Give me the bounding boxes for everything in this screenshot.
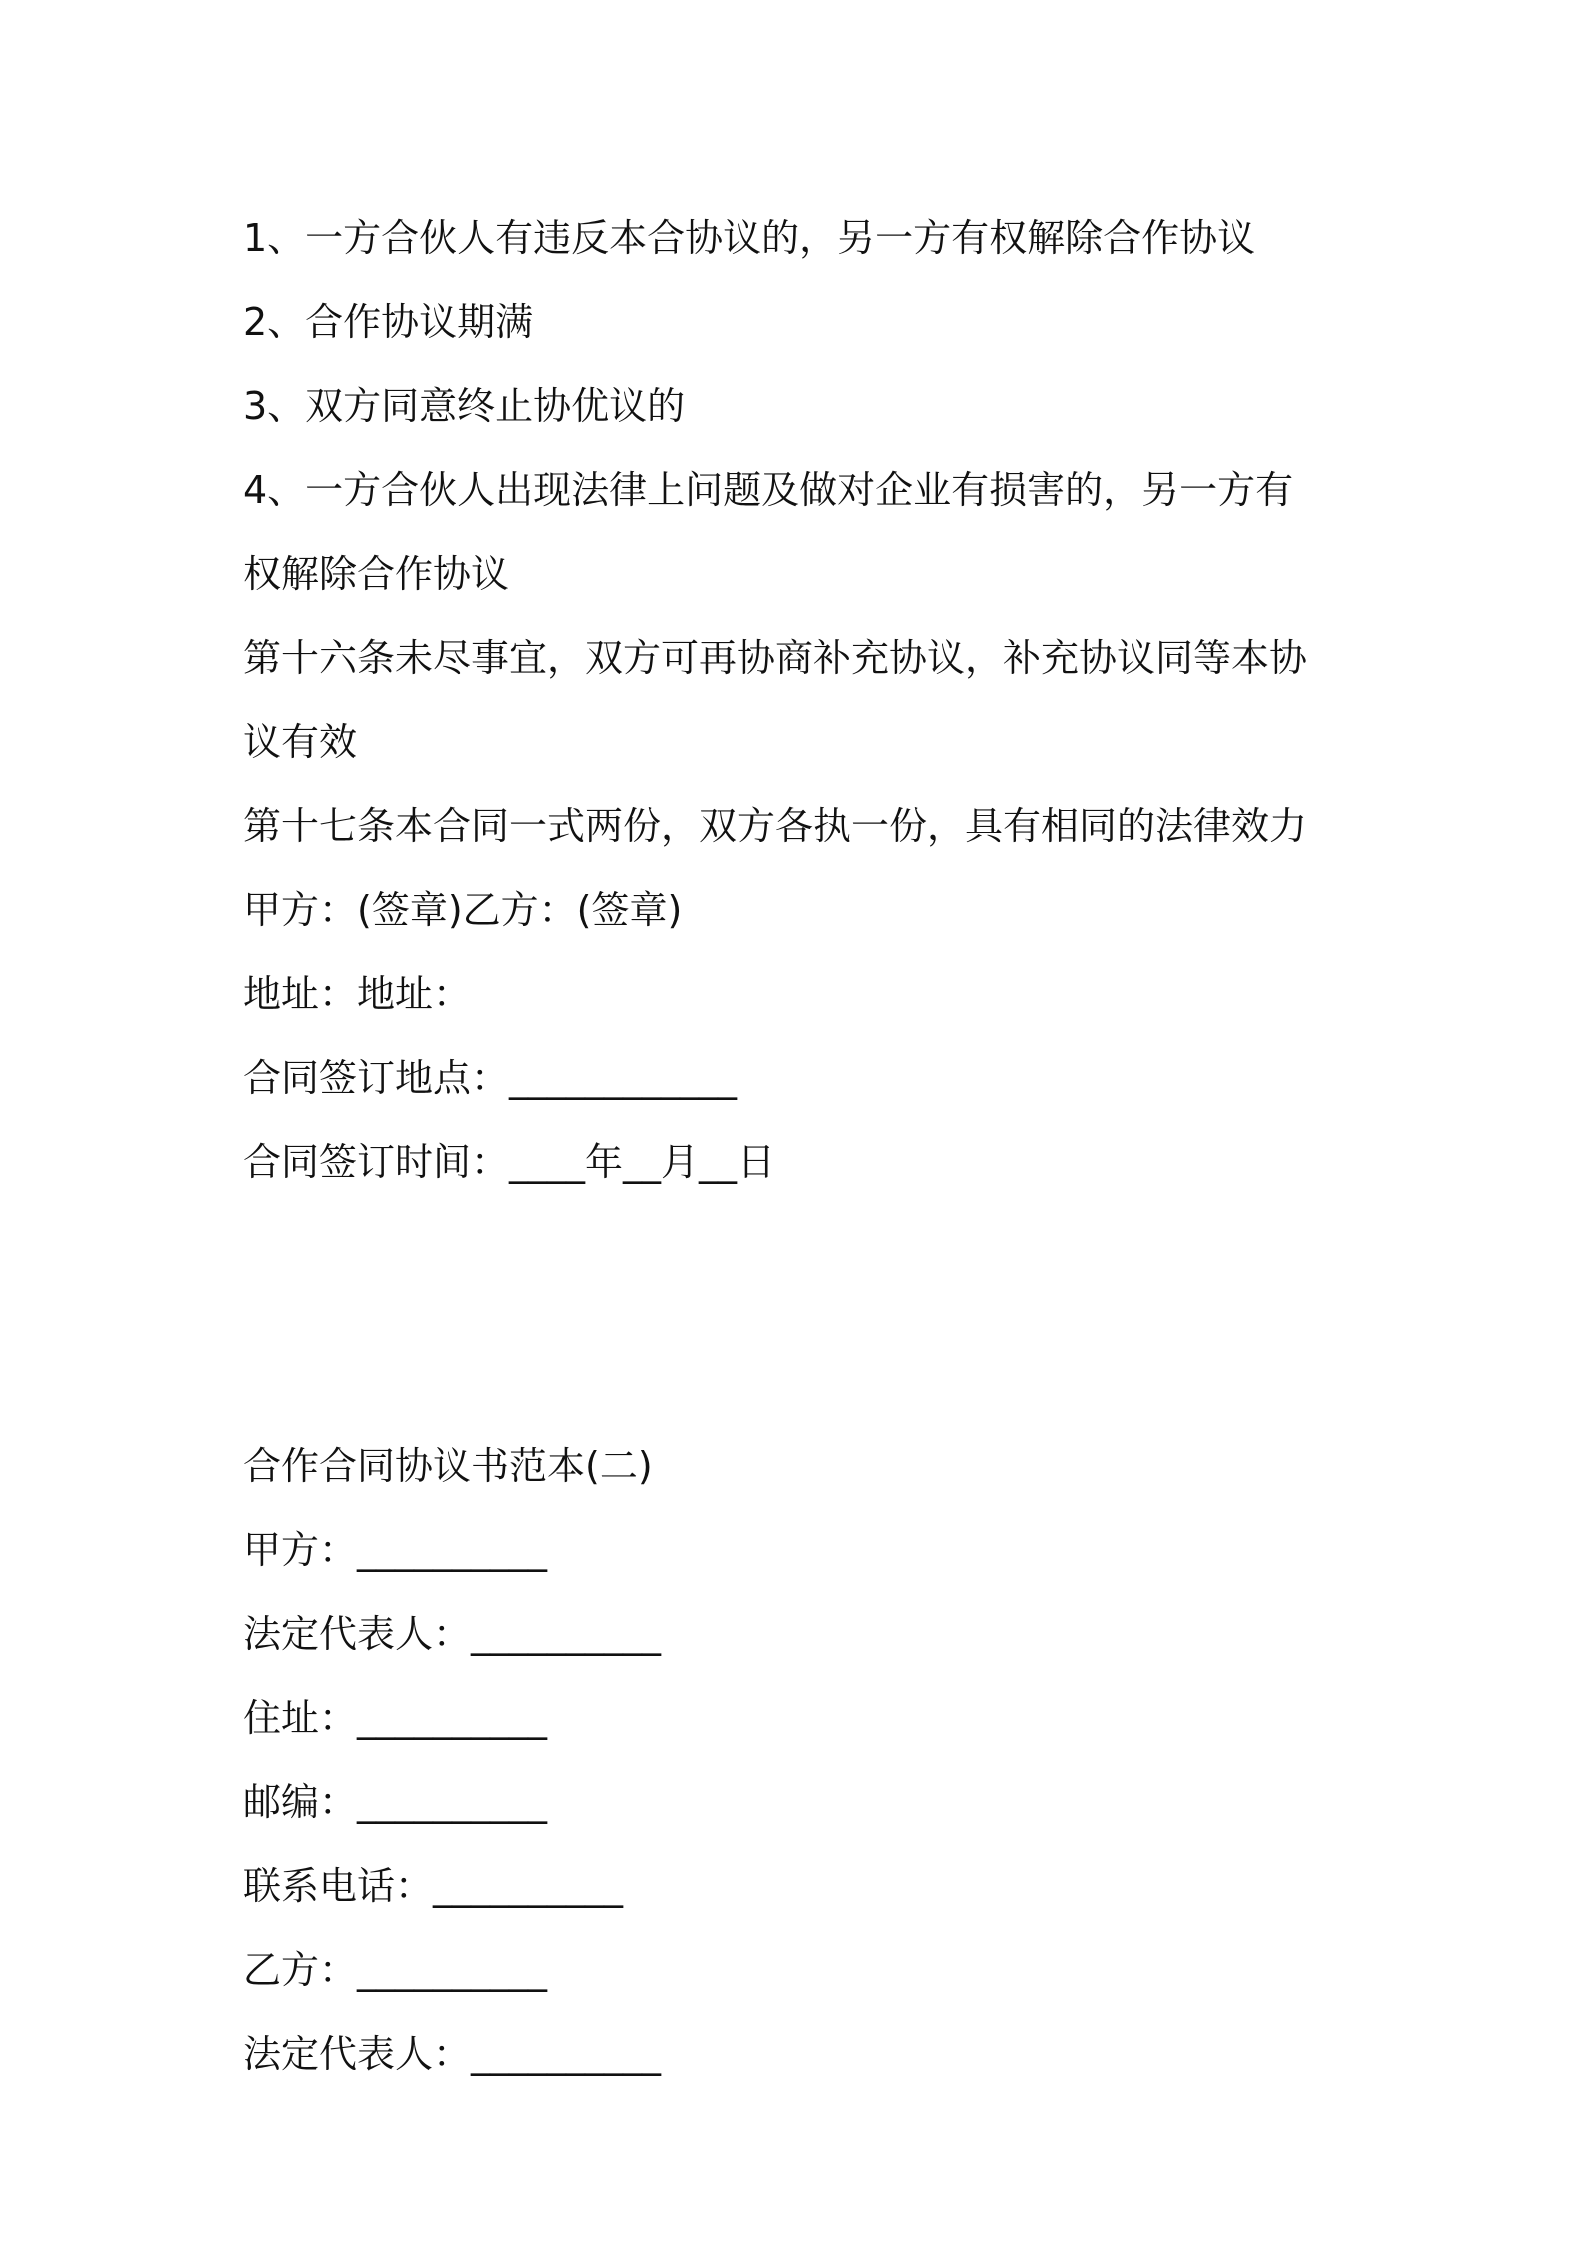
party-a-line: 甲方：__________ [243, 1528, 548, 1572]
party-b-line: 乙方：__________ [243, 1948, 548, 1992]
section-gap [243, 1204, 1363, 1424]
article-16-line: 第十六条未尽事宜，双方可再协商补充协议，补充协议同等本协 [243, 636, 1308, 680]
party-a-phone-line: 联系电话：__________ [243, 1864, 624, 1908]
party-a-postcode-line: 邮编：__________ [243, 1780, 548, 1824]
clause-line-2: 2、合作协议期满 [243, 300, 534, 344]
signing-place-line: 合同签订地点：____________ [243, 1056, 738, 1100]
party-a-representative-line: 法定代表人：__________ [243, 1612, 662, 1656]
party-a-address-line: 住址：__________ [243, 1696, 548, 1740]
clause-line-4: 4、一方合伙人出现法律上问题及做对企业有损害的，另一方有 [243, 468, 1294, 512]
signing-date-line: 合同签订时间：____年__月__日 [243, 1140, 776, 1184]
signature-line: 甲方：(签章)乙方：(签章) [243, 888, 683, 932]
address-line: 地址：地址： [243, 972, 472, 1016]
article-17-line: 第十七条本合同一式两份，双方各执一份，具有相同的法律效力 [243, 804, 1308, 848]
clause-line-1: 1、一方合伙人有违反本合协议的，另一方有权解除合作协议 [243, 216, 1256, 260]
section-2-title: 合作合同协议书范本(二) [243, 1444, 653, 1488]
article-16-cont: 议有效 [243, 720, 358, 764]
document-body [243, 196, 1363, 2096]
clause-line-4-cont: 权解除合作协议 [243, 552, 510, 596]
party-b-representative-line: 法定代表人：__________ [243, 2032, 662, 2076]
clause-line-3: 3、双方同意终止协优议的 [243, 384, 686, 428]
